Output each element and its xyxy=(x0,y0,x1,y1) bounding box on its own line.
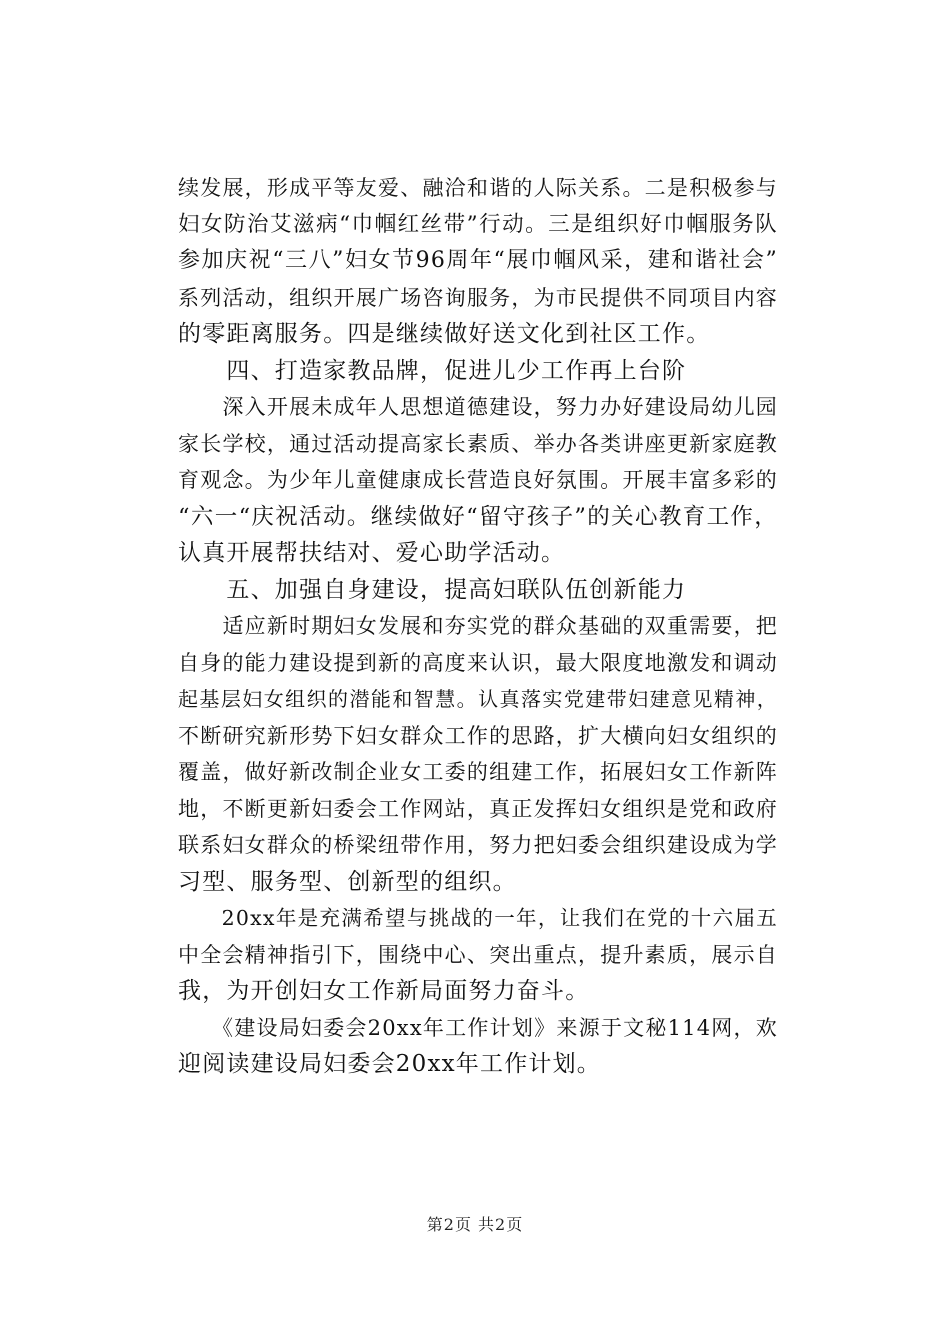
text-line: 参加庆祝“三八”妇女节96周年“展巾帼风采，建和谐社会” xyxy=(178,248,778,273)
text-line: 地，不断更新妇委会工作网站，真正发挥妇女组织是党和政府 xyxy=(178,796,778,821)
text-line: 妇女防治艾滋病“巾帼红丝带”行动。三是组织好巾帼服务队 xyxy=(178,211,778,237)
text-line: 续发展，形成平等友爱、融洽和谐的人际关系。二是积极参与 xyxy=(178,176,778,200)
text-line: 起基层妇女组织的潜能和智慧。认真落实党建带妇建意见精神， xyxy=(178,687,778,711)
page-number-footer: 第2页 共2页 xyxy=(426,1215,524,1234)
text-line: 我，为开创妇女工作新局面努力奋斗。 xyxy=(178,978,590,1004)
text-line: 覆盖，做好新改制企业女工委的组建工作，拓展妇女工作新阵 xyxy=(178,760,778,784)
text-line: “六一“庆祝活动。继续做好“留守孩子”的关心教育工作， xyxy=(178,503,778,530)
text-line: 育观念。为少年儿童健康成长营造良好氛围。开展丰富多彩的 xyxy=(178,468,778,492)
text-line: 的零距离服务。四是继续做好送文化到社区工作。 xyxy=(178,321,711,347)
text-line: 家长学校，通过活动提高家长素质、举办各类讲座更新家庭教 xyxy=(178,431,778,456)
text-line: 中全会精神指引下，围绕中心、突出重点，提升素质，展示自 xyxy=(178,942,778,967)
text-line: 联系妇女群众的桥梁纽带作用，努力把妇委会组织建设成为学 xyxy=(178,833,778,857)
text-line: 20xx年是充满希望与挑战的一年，让我们在党的十六届五 xyxy=(178,906,778,930)
text-line: 迎阅读建设局妇委会20xx年工作计划。 xyxy=(178,1051,602,1077)
text-line: 深入开展未成年人思想道德建设，努力办好建设局幼儿园 xyxy=(178,395,778,419)
text-line: 系列活动，组织开展广场咨询服务，为市民提供不同项目内容 xyxy=(178,285,778,310)
text-line: 《建设局妇委会20xx年工作计划》来源于文秘114网，欢 xyxy=(178,1015,778,1040)
text-line: 适应新时期妇女发展和夯实党的群众基础的双重需要，把 xyxy=(178,614,778,638)
text-line: 认真开展帮扶结对、爱心助学活动。 xyxy=(178,540,566,566)
text-line: 自身的能力建设提到新的高度来认识，最大限度地激发和调动 xyxy=(178,650,778,675)
section-heading-5: 五、加强自身建设，提高妇联队伍创新能力 xyxy=(178,576,687,603)
text-line: 不断研究新形势下妇女群众工作的思路，扩大横向妇女组织的 xyxy=(178,723,778,748)
document-body xyxy=(178,170,778,1083)
text-line: 习型、服务型、创新型的组织。 xyxy=(178,868,517,895)
section-heading-4: 四、打造家教品牌，促进儿少工作再上台阶 xyxy=(178,357,687,384)
